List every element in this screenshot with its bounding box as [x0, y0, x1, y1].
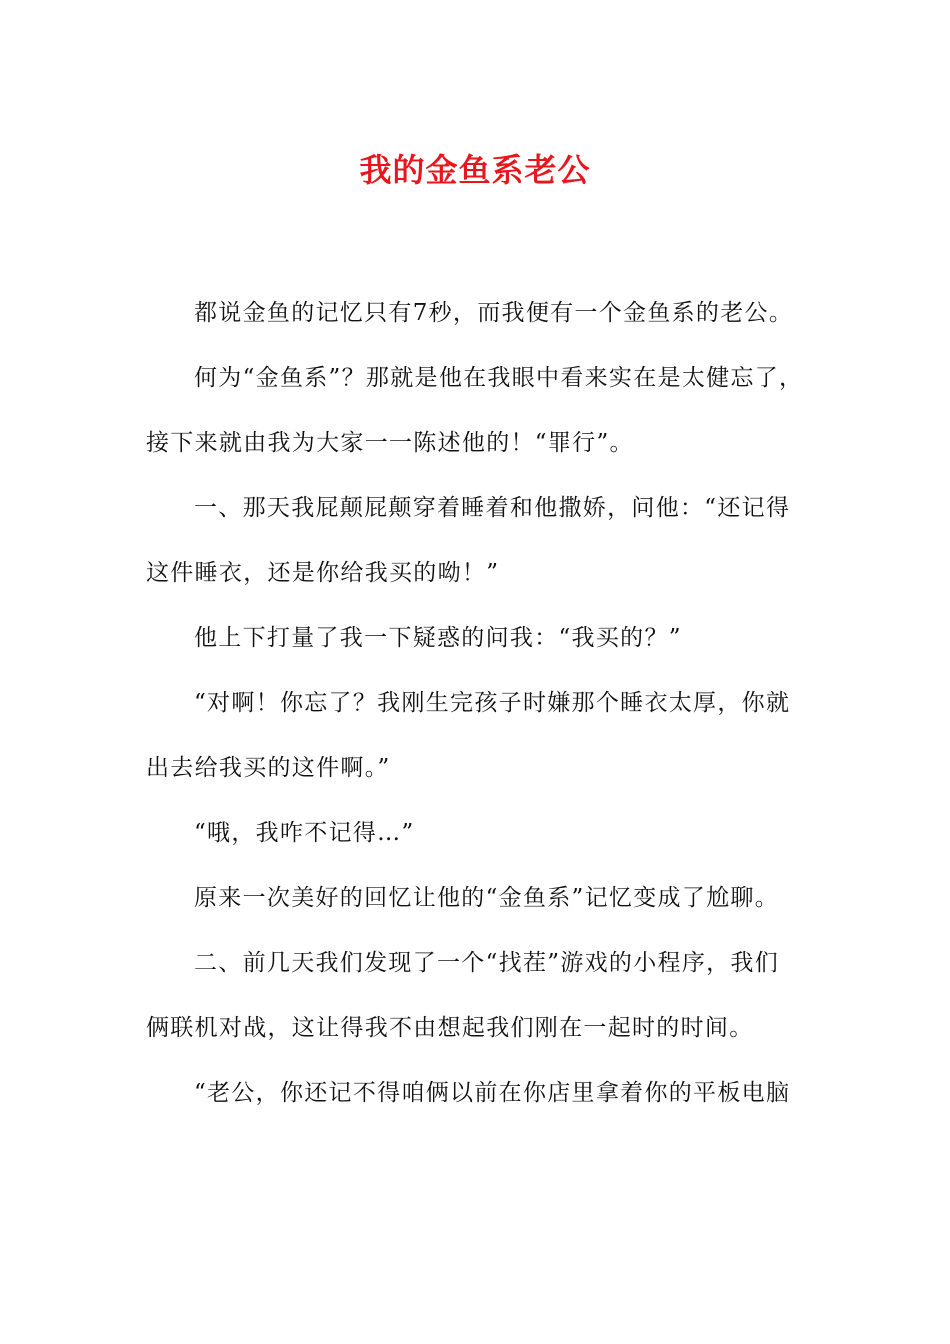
body-line: “哦，我咋不记得…”	[194, 820, 415, 846]
body-line: 这件睡衣，还是你给我买的呦！”	[146, 560, 500, 586]
body-line: 俩联机对战，这让得我不由想起我们刚在一起时的时间。	[146, 1015, 754, 1041]
body-line: 何为“金鱼系”？那就是他在我眼中看来实在是太健忘了，	[194, 365, 804, 391]
body-line: 二、前几天我们发现了一个“找茬”游戏的小程序，我们	[194, 950, 780, 976]
document-title: 我的金鱼系老公	[359, 151, 591, 189]
body-line: 都说金鱼的记忆只有7秒，而我便有一个金鱼系的老公。	[194, 300, 794, 326]
body-line: “对啊！你忘了？我刚生完孩子时嫌那个睡衣太厚，你就	[194, 690, 791, 716]
body-line: 原来一次美好的回忆让他的“金鱼系”记忆变成了尬聊。	[194, 885, 780, 911]
body-line: 一、那天我屁颠屁颠穿着睡着和他撒娇，问他：“还记得	[194, 495, 791, 521]
body-line: 接下来就由我为大家一一陈述他的！“罪行”。	[146, 430, 634, 456]
document-body	[146, 281, 804, 1126]
body-line: 他上下打量了我一下疑惑的问我：“我买的？”	[194, 625, 682, 651]
body-line: 出去给我买的这件啊。”	[146, 755, 391, 781]
body-line: “老公，你还记不得咱俩以前在你店里拿着你的平板电脑	[194, 1080, 791, 1106]
